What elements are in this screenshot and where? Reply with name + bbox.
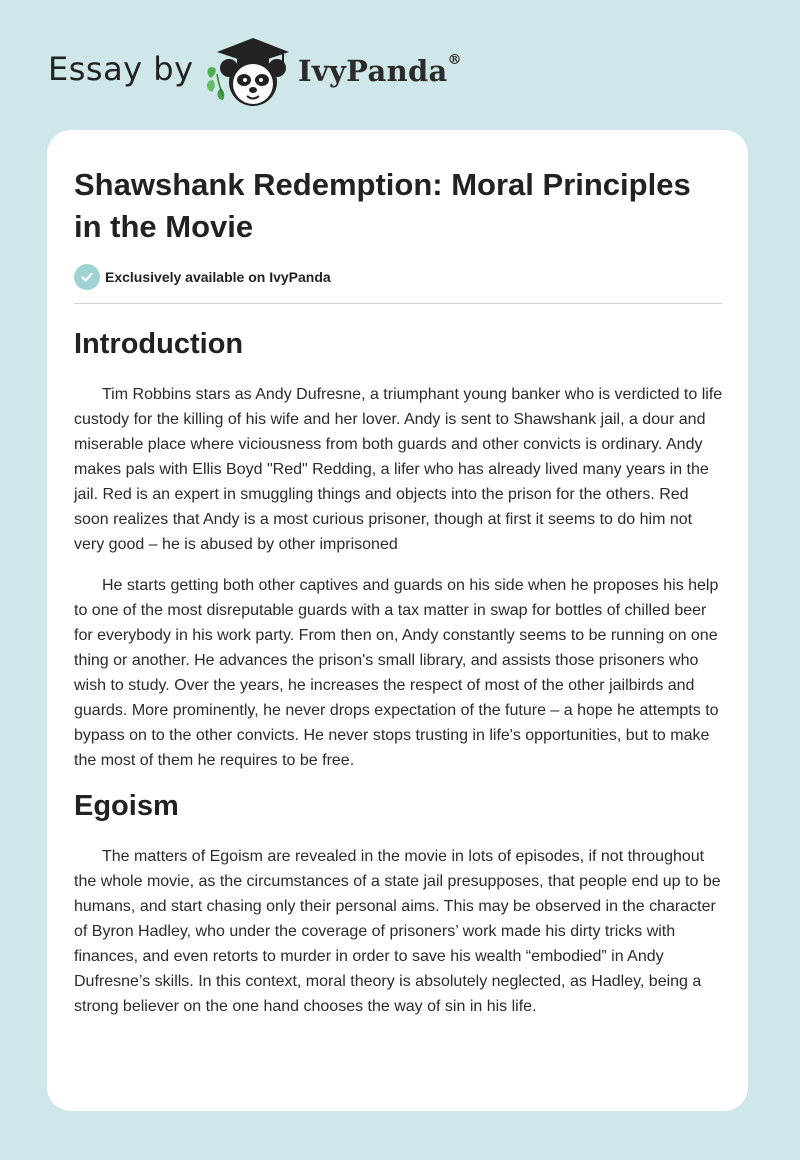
badge-text: Exclusively available on IvyPanda xyxy=(105,269,331,285)
paragraph: Tim Robbins stars as Andy Dufresne, a triumphant young banker who is verdicted to life custody for the killing of his wife and her lover. Andy is sent to Shawshank jail, a dour and miserable place where viciousness from both guards and other convicts is ordinary. Andy makes pals with Ellis Boyd "Red" Redding, a lifer who has already lived many years in the jail. Red is an expert in smuggling things and objects into the prison for the others. Red soon realizes that Andy is a most curious prisoner, though at first it seems to do him not very good – he is abused by other imprisoned xyxy=(74,386,723,553)
section-heading-introduction: Introduction xyxy=(74,328,244,360)
check-icon xyxy=(74,264,100,290)
exclusive-badge xyxy=(74,264,331,290)
paragraph: The matters of Egoism are revealed in the movie in lots of episodes, if not throughout the whole movie, as the circumstances of a state jail presupposes, that people end up to be humans, and start chasing only their personal aims. This may be observed in the character of Byron Hadley, who under the coverage of prisoners’ work made his dirty tricks with finances, and even retorts to murder in order to save his wealth “embodied” in Andy Dufresne’s skills. In this context, moral theory is absolutely neglected, as Hadley, being a strong believer on the one hand chooses the way of sin in his life. xyxy=(74,848,721,1015)
section-heading-egoism: Egoism xyxy=(74,790,179,822)
registered-mark: ® xyxy=(447,52,462,69)
site-header xyxy=(48,32,748,112)
paragraph: He starts getting both other captives and guards on his side when he proposes his help to one of the most disreputable guards with a tax matter in swap for bottles of chilled beer for everybody in his work party. From then on, Andy constantly seems to be running on one thing or another. He advances the prison's small library, and assists those prisoners who wish to study. Over the years, he increases the respect of most of the other jailbirds and guards. More prominently, he never drops expectation of the future – a hope he attempts to bypass on to the other convicts. He never stops trusting in life's opportunities, but to make the most of them he requires to be free. xyxy=(74,577,719,769)
page-title: Shawshank Redemption: Moral Principles in the Movie xyxy=(74,167,691,244)
brand-name[interactable]: IvyPanda® xyxy=(298,52,462,88)
essay-card xyxy=(47,130,748,1111)
divider xyxy=(74,303,722,304)
article-body xyxy=(74,318,724,1019)
panda-logo-icon[interactable] xyxy=(203,34,293,110)
essay-by-label: Essay by xyxy=(48,50,194,88)
